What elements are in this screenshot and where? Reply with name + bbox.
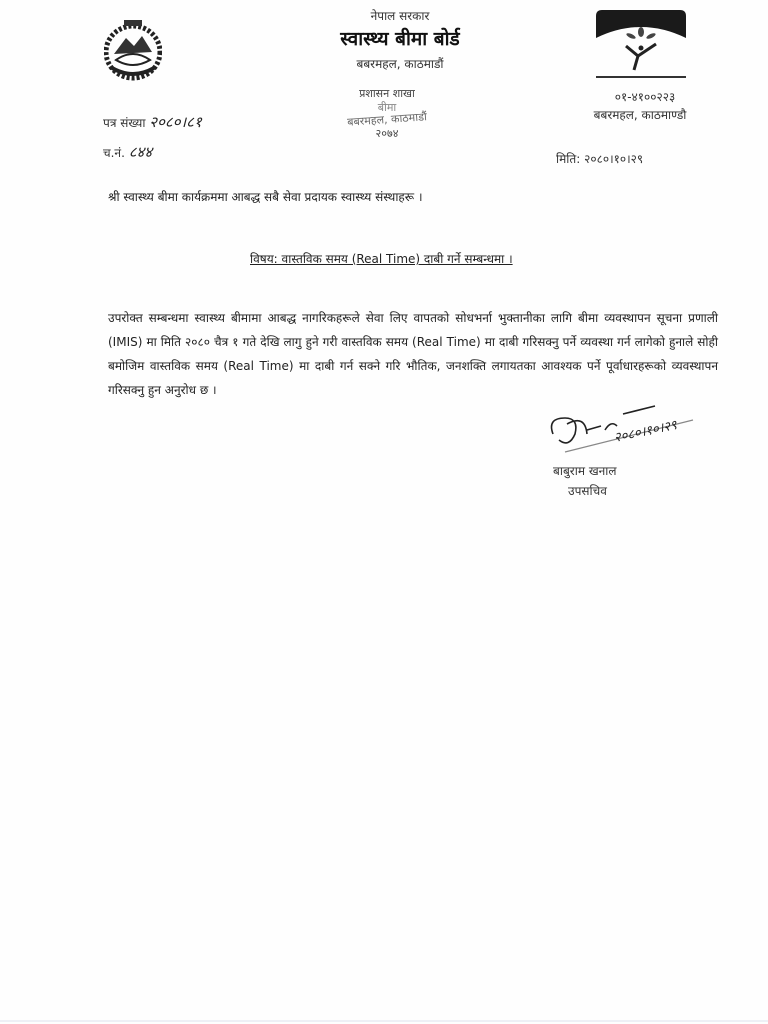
address-right: बबरमहल, काठमाण्डौ [593,108,687,122]
letterhead-center [300,8,500,72]
signer-name: बाबुराम खनाल [553,464,617,478]
organization-address: बबरमहल, काठमाडौं [356,57,444,71]
letter-number-label: पत्र संख्या [103,116,146,130]
signature-date: २०८०।१०।२९ [612,417,679,446]
stamp-line-2: बीमा [377,101,397,114]
stamp-line-3: बबरमहल, काठमाडौं [346,110,428,129]
phone-number: ०१-४१००२२३ [614,90,676,104]
dispatch-number-label: च.नं. [103,146,125,160]
stamp-line-1: प्रशासन शाखा [359,87,415,100]
subject-line: विषय: वास्तविक समय (Real Time) दाबी गर्ने सम्बन्धमा । [250,252,513,266]
office-stamp [332,80,442,140]
addressee: श्री स्वास्थ्य बीमा कार्यक्रममा आबद्ध सबै सेवा प्रदायक स्वास्थ्य संस्थाहरू । [108,190,423,204]
health-insurance-board-logo-icon [594,8,688,72]
signer-designation: उपसचिव [568,484,607,498]
stamp-line-4: २०७४ [375,127,399,140]
date-value: २०८०।१०।२९ [584,152,644,166]
letter-number [103,112,202,132]
organization-name: स्वास्थ्य बीमा बोर्ड [340,28,460,50]
nepal-emblem-icon [104,14,162,84]
letter-number-value: २०८०।८१ [149,113,202,131]
signature-icon [545,400,705,460]
letter-body: उपरोक्त सम्बन्धमा स्वास्थ्य बीमामा आबद्ध नागरिकहरूले सेवा लिए वापतको सोधभर्ना भुक्तानीका लागि बीमा व्यवस्थापन सूचना प्रणाली (IMIS) मा मिति २०८० चैत्र १ गते देखि लागु हुने गरी वास्तविक समय (Real Time) मा दाबी गरिसक्नु पर्ने व्यवस्था गर्न लागेको हुनाले सोही बमोजिम वास्तविक समय (Real Time) मा दाबी गर्न सक्ने गरि भौतिक, जनशक्ति लगायतका आवश्यक पर्ने पूर्वाधारहरूको व्यवस्थापन गरिसक्नु हुन अनुरोध छ । [108,311,718,397]
letter-date [556,150,643,167]
date-label: मिति: [556,152,581,166]
dispatch-number-value: ८४४ [128,143,153,161]
government-name: नेपाल सरकार [370,9,430,23]
dispatch-number [103,142,152,162]
page-bottom-edge [0,1020,768,1022]
logo-divider [596,76,686,78]
